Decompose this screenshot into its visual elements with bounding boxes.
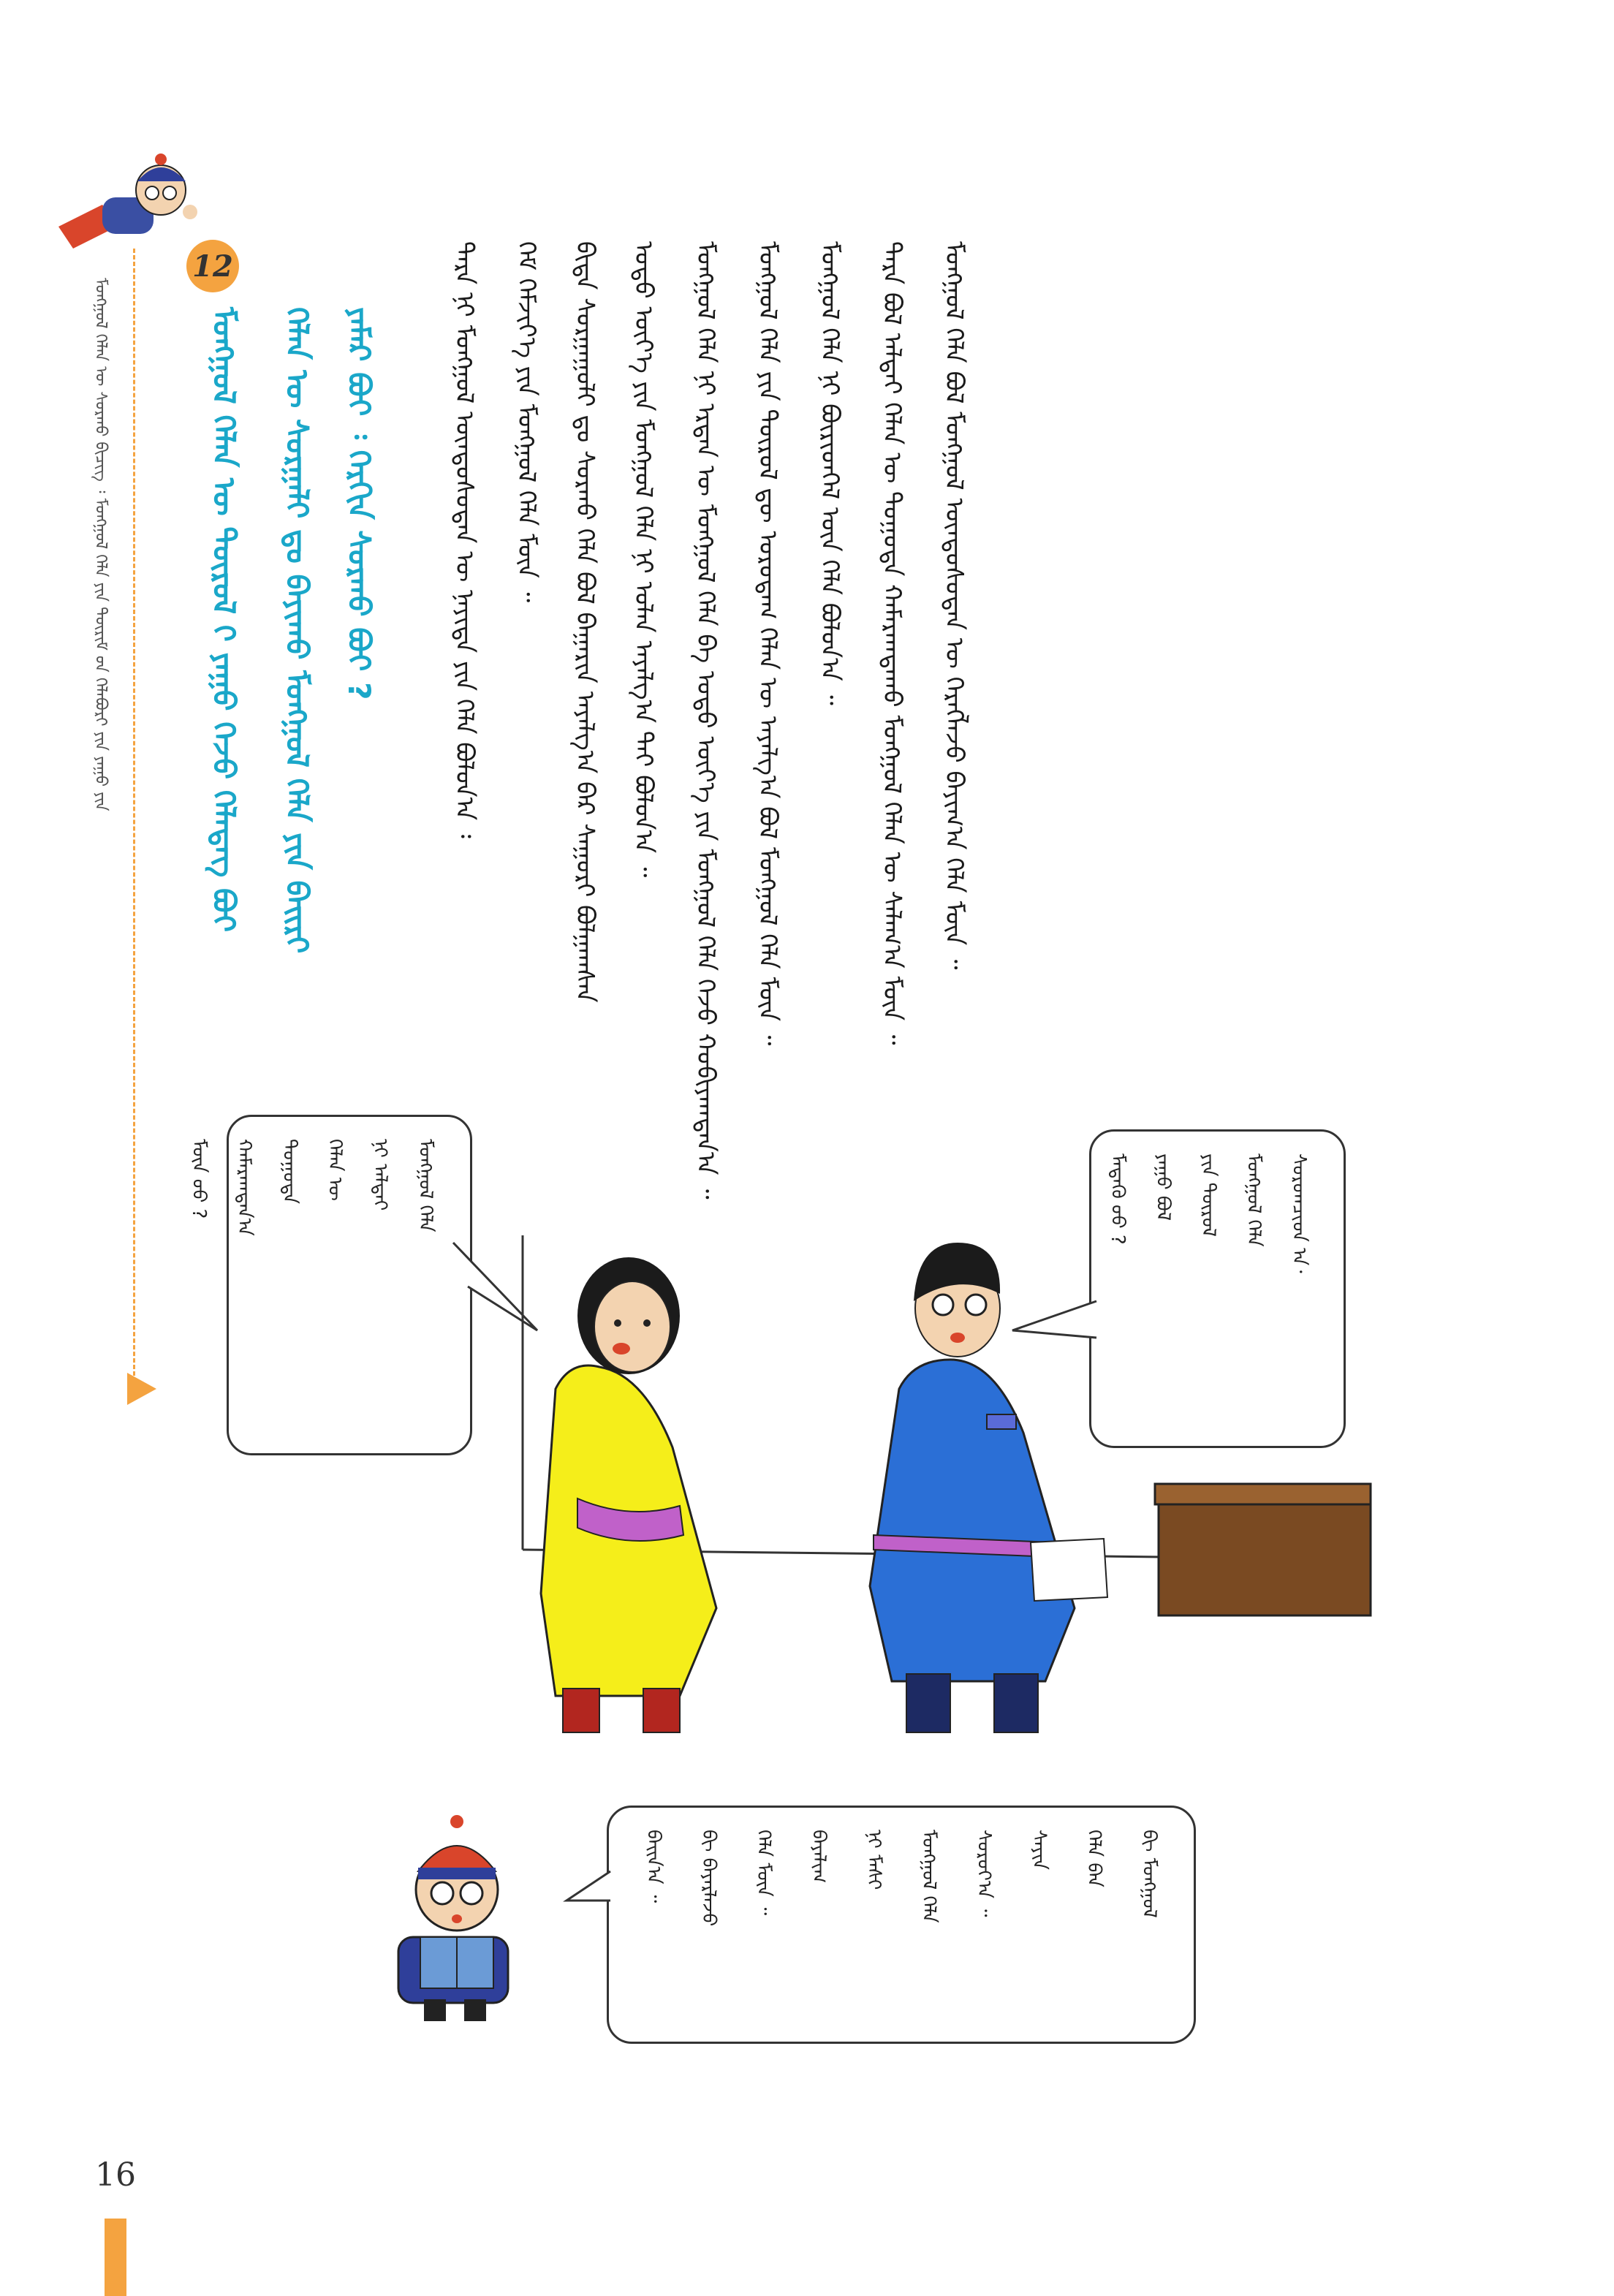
body-line-4: ᠣᠳᠣ ᠦᠶ᠎ᠡ ᠶᠢᠨ ᠮᠣᠩᠭᠣᠯ ᠬᠡᠯᠡ ᠨᠢ ᠣᠯᠠᠨ ᠠᠶᠠᠯᠭ᠎ᠠ ᠲᠠᠢ ᠪᠣᠯᠤᠨ᠎ᠠ ᠃ xyxy=(629,241,658,878)
body-line-7: ᠮᠣᠩᠭᠣᠯ ᠬᠡᠯᠡ ᠨᠢ ᠪᠦᠷᠢᠳᠬᠡᠯ ᠦᠨ ᠬᠡᠯᠡ ᠪᠣᠯᠤᠨ᠎ᠠ ᠃ xyxy=(815,241,844,705)
body-line-1: ᠲᠡᠷᠡ ᠨᠢ ᠮᠣᠩᠭᠣᠯ ᠦᠨᠳᠦᠰᠦᠲᠡᠨ ᠦ ᠨᠡᠶᠢᠲᠡ ᠶᠢᠨ ᠬᠡᠯᠡ ᠪᠣᠯᠤᠨ᠎ᠠ ᠄ xyxy=(450,241,479,838)
woman-speech-line: ᠮᠣᠩᠭᠣᠯ ᠬᠡᠯᠡ xyxy=(414,1139,436,1232)
body-line-6: ᠮᠣᠩᠭᠣᠯ ᠬᠡᠯᠡ ᠶᠢᠨ ᠲᠦᠷᠦᠯ ᠳᠦ ᠣᠷᠣᠳᠠᠭ ᠬᠡᠯᠡᠨ ᠦ ᠠᠶᠠᠯᠭ᠎ᠠ ᠪᠣᠯ ᠮᠣᠩᠭᠣᠯ ᠬᠡᠯᠡ ᠮᠥᠨ ᠃ xyxy=(753,241,782,1046)
woman-figure xyxy=(541,1257,716,1732)
body-line-9: ᠮᠣᠩᠭᠣᠯ ᠬᠡᠯᠡ ᠪᠣᠯ ᠮᠣᠩᠭᠣᠯ ᠦᠨᠳᠦᠰᠦᠲᠡᠨ ᠦ ᠬᠡᠷᠡᠭᠯᠡᠵᠦ ᠪᠠᠶᠢᠭ᠎ᠠ ᠬᠡᠯᠡ ᠮᠥᠨ ᠃ xyxy=(939,241,969,970)
teacher-speech-line: ᠮᠣᠩᠭᠣᠯ ᠬᠡᠯᠡ xyxy=(1243,1153,1265,1247)
woman-speech-line: ᠨᠢ ᠠᠯᠲᠠᠢ xyxy=(369,1139,391,1211)
boy-bubble-tail xyxy=(567,1871,610,1901)
teacher-speech-line: ᠮᠡᠳᠡᠬᠦ ᠦᠦ ? xyxy=(1107,1153,1129,1245)
page-accent-bar xyxy=(105,2219,126,2296)
boy-speech-line: ᠨᠢ ᠮᠠᠰᠢ xyxy=(863,1830,885,1890)
desk xyxy=(1155,1484,1371,1615)
boy-speech-line: ᠰᠤᠷᠤᠶ᠎ᠠ ᠃ xyxy=(972,1830,995,1917)
boy-speech-line: ᠰᠠᠶᠢᠨ xyxy=(1028,1830,1050,1870)
body-line-2: ᠬᠡᠮ ᠬᠡᠮᠵᠢᠶ᠎ᠡ ᠶᠢᠨ ᠮᠣᠩᠭᠣᠯ ᠬᠡᠯᠡ ᠮᠥᠨ ᠃ xyxy=(512,241,541,603)
reading-boy-figure xyxy=(398,1815,508,2021)
teacher-speech-line: ᠶᠢᠨ ᠲᠦᠷᠦᠯ xyxy=(1197,1153,1219,1237)
question-line-2: ᠬᠡᠯᠡᠨ ᠦ ᠰᠤᠷᠭᠠᠯᠢ ᠳᠤ ᠪᠠᠶᠢᠬᠤ ᠮᠣᠩᠭᠣᠯ ᠬᠡᠯᠡ ᠶᠢᠨ ᠪᠠᠢᠷᠢ xyxy=(279,307,315,954)
boy-speech-line: ᠪᠠᠶᠠᠯᠢᠭ xyxy=(807,1830,830,1884)
body-line-8: ᠲᠡᠷᠡ ᠪᠣᠯ ᠠᠯᠲᠠᠢ ᠬᠡᠯᠡᠨ ᠦ ᠲᠣᠭᠣᠳᠠ ᠬᠠᠮᠠᠷᠠᠭᠳᠠᠬᠤ ᠮᠣᠩᠭᠣᠯ ᠬᠡᠯᠡᠨ ᠦ ᠰᠠᠯᠠᠭ᠎ᠠ ᠮᠥᠨ ᠃ xyxy=(877,241,906,1045)
woman-speech-line: ᠬᠡᠯᠡᠨ ᠦ xyxy=(324,1139,346,1201)
teacher-speech-line: ᠶᠠᠭᠤ ᠪᠣᠯ xyxy=(1152,1153,1174,1221)
body-line-3: ᠪᠢᠳᠡ ᠰᠤᠷᠭᠠᠭᠤᠯᠢ ᠳᠤ ᠰᠤᠷᠬᠤ ᠬᠡᠯᠡ ᠪᠣᠯ ᠪᠠᠭᠠᠷᠢᠨ ᠠᠶᠠᠯᠭ᠎ᠠ ᠪᠠᠷ ᠰᠠᠭᠤᠷᠢ ᠪᠣᠯᠭᠠᠭᠰᠠᠨ xyxy=(570,241,599,1003)
boy-speech-line: ᠬᠡᠯᠡ ᠪᠡᠨ xyxy=(1083,1830,1105,1887)
woman-speech-line: ᠮᠥᠨ ᠦᠦ ? xyxy=(188,1139,210,1219)
question-line-3: ᠶᠠᠮᠠᠷ ᠪᠤᠢ ᠄ ᠬᠡᠷᠬᠢᠨ ᠰᠤᠷᠬᠤ ᠪᠤᠢ ? xyxy=(341,307,377,700)
boy-speech-line: ᠮᠣᠩᠭᠣᠯ ᠬᠡᠯᠡ xyxy=(917,1830,940,1923)
boy-speech-line: ᠪᠠᠢᠨ᠎ᠠ ᠃ xyxy=(643,1830,664,1903)
boy-speech-line: ᠪᠢ ᠮᠣᠩᠭᠣᠯ xyxy=(1137,1830,1160,1918)
woman-speech-line: ᠲᠣᠭᠣᠳᠠ xyxy=(279,1139,300,1205)
boy-speech-line: ᠪᠢ ᠪᠠᠶᠠᠷᠯᠠᠵᠤ xyxy=(697,1830,720,1927)
teacher-speech-line: ᠰᠤᠷᠤᠭᠴᠢᠳ ᠠ᠂ xyxy=(1288,1153,1310,1273)
page-number: 16 xyxy=(95,2156,136,2194)
teacher-bubble-tail xyxy=(1012,1301,1096,1338)
lesson-number: 12 xyxy=(192,249,233,284)
running-header: ᠮᠣᠩᠭᠣᠯ ᠬᠡᠯᠡᠨ ᠦ ᠰᠤᠷᠬᠤ ᠪᠢᠴᠢᠭ ᠄ ᠮᠣᠩᠭᠣᠯ ᠬᠡᠯᠡ ᠶᠢᠨ ᠳᠦᠷᠢᠮ ᠤ᠋ᠨ ᠬᠡᠯᠡᠪᠦᠷᠢ ᠶᠢᠨ ᠶᠠᠭᠤ ᠶᠢᠨ xyxy=(91,278,110,811)
question-line-1: ᠮᠣᠩᠭᠣᠯ ᠬᠡᠯᠡᠨ ᠦ ᠲᠦᠷᠦᠯ ᠢ᠋ ᠶᠠᠭᠤ ᠭᠡᠵᠦ ᠬᠡᠯᠡᠳᠡᠭ ᠪᠤᠢ xyxy=(206,307,242,933)
woman-bubble-tail xyxy=(453,1243,537,1330)
boy-speech-line: ᠬᠡᠯᠡ ᠮᠥᠨ ᠃ xyxy=(752,1830,775,1916)
woman-speech-line: ᠬᠠᠮᠠᠷᠠᠭᠳᠠᠨ᠎ᠠ xyxy=(233,1139,255,1236)
body-line-5: ᠮᠣᠩᠭᠣᠯ ᠬᠡᠯᠡ ᠨᠢ ᠡᠷᠲᠡᠨ ᠦ ᠮᠣᠩᠭᠣᠯ ᠬᠡᠯᠡ ᠪᠠ ᠣᠳᠣ ᠦᠶ᠎ᠡ ᠶᠢᠨ ᠮᠣᠩᠭᠣᠯ ᠬᠡᠯᠡ ᠭᠡᠵᠦ ᠬᠤᠪᠢᠶᠠᠭᠳᠠᠨ᠎ᠠ ᠃ xyxy=(691,241,720,1200)
